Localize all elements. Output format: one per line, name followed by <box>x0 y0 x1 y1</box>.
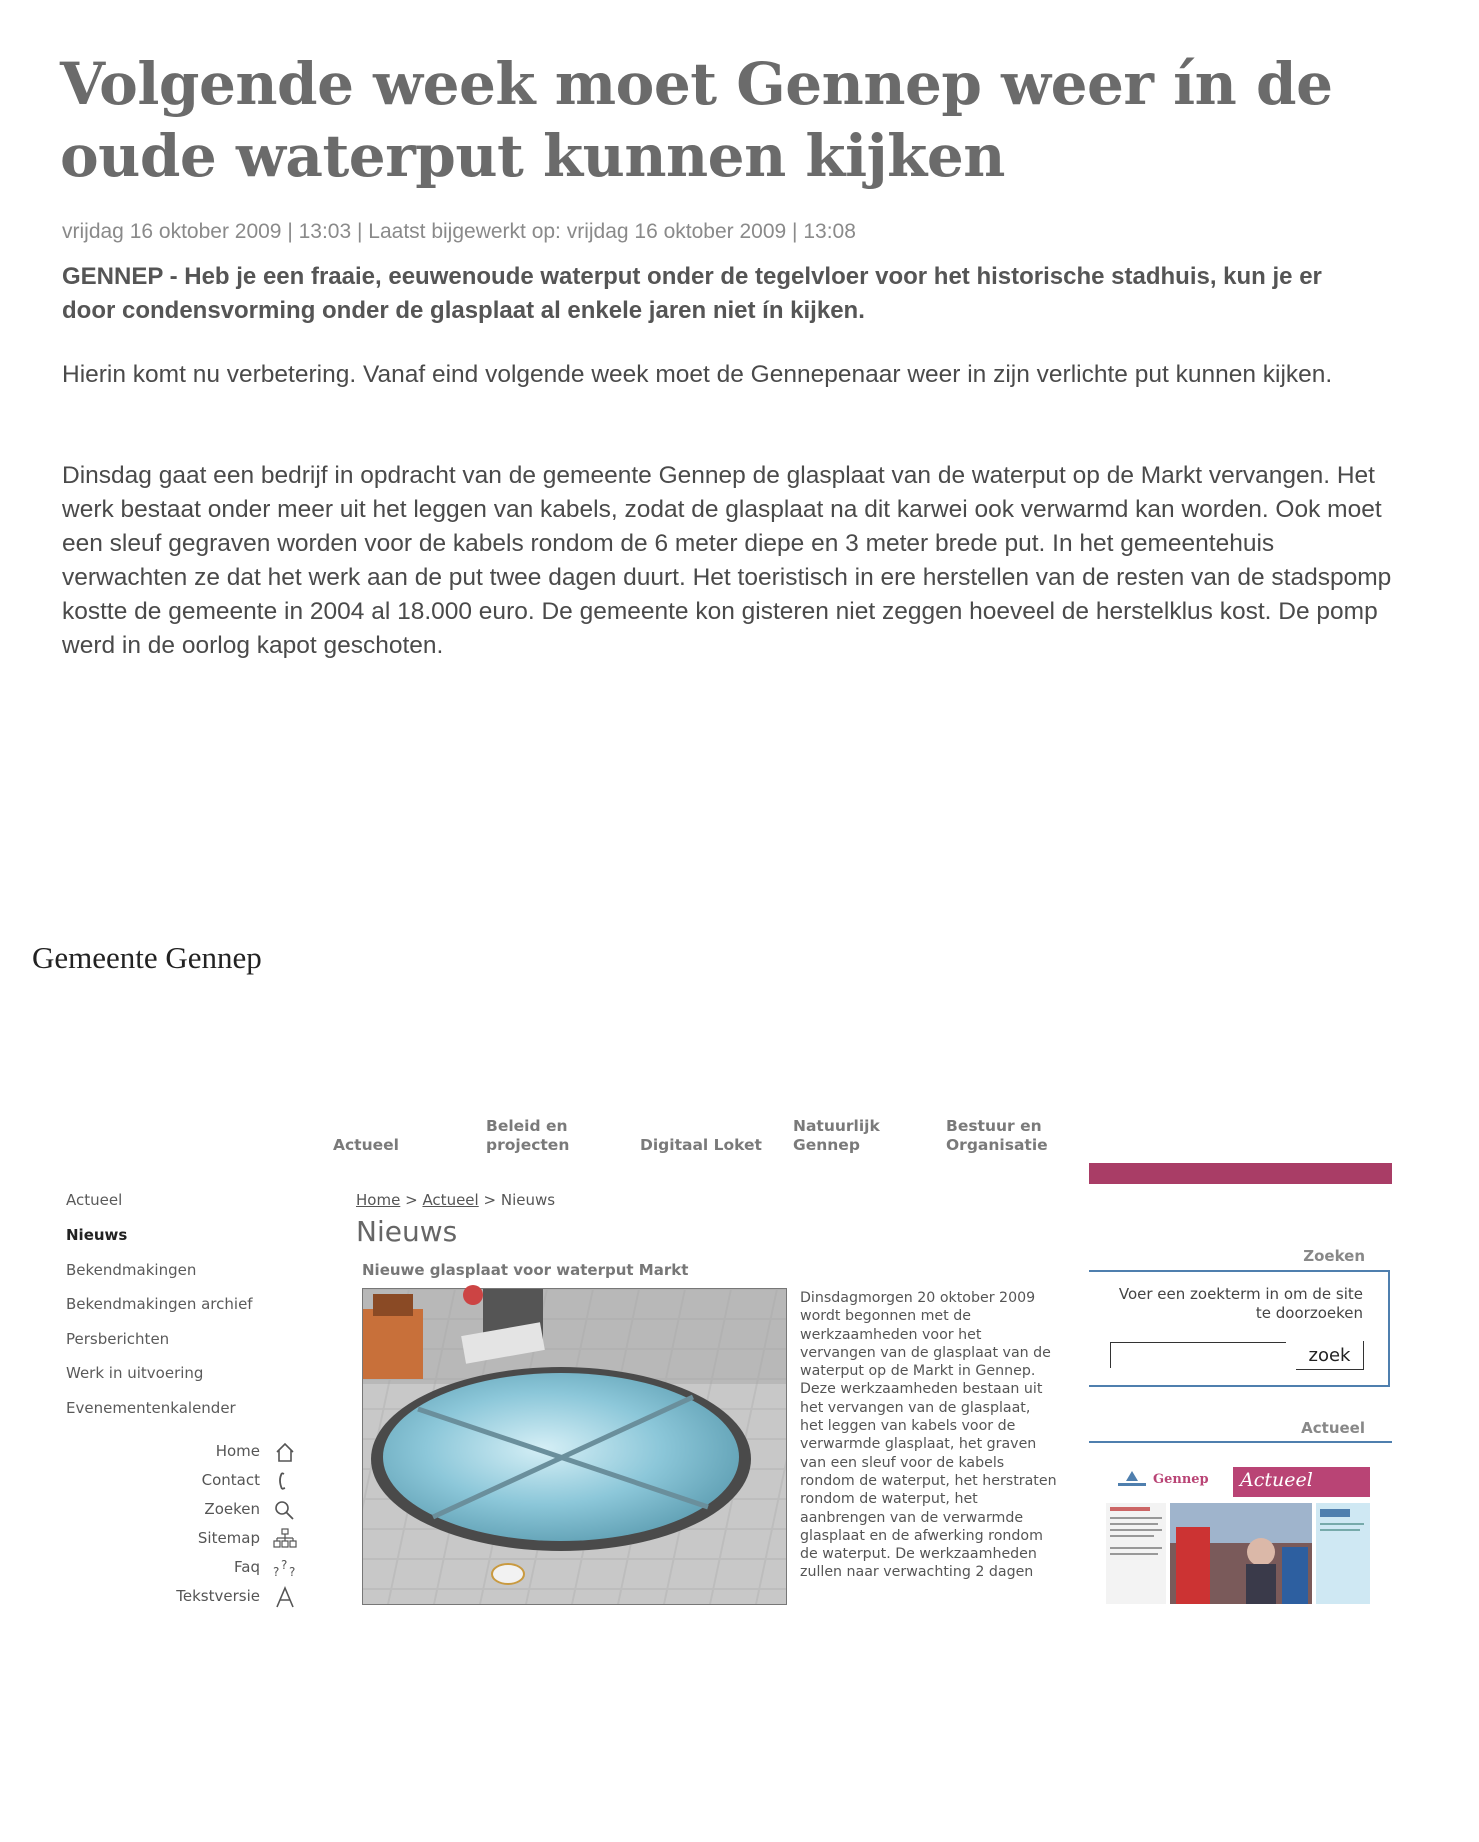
magnifier-icon[interactable] <box>272 1499 298 1521</box>
side-menu-werk-in-uitvoering[interactable]: Werk in uitvoering <box>66 1364 204 1382</box>
utility-link-contact[interactable]: Contact <box>201 1471 260 1489</box>
newsletter-title: Actueel <box>1240 1469 1313 1491</box>
nav-item-beleid-en-projecten[interactable]: Beleid en projecten <box>486 1117 570 1154</box>
question-icon[interactable] <box>272 1557 298 1579</box>
actueel-panel-rule <box>1089 1441 1392 1443</box>
svg-text:?: ? <box>281 1558 288 1572</box>
breadcrumb-home[interactable]: Home <box>356 1191 401 1209</box>
utility-link-sitemap[interactable]: Sitemap <box>197 1529 260 1547</box>
article-headline: Volgende week moet Gennep weer ín de oude waterput kunnen kijken <box>60 50 1333 190</box>
breadcrumb-current: Nieuws <box>500 1191 556 1209</box>
search-panel-heading: Zoeken <box>1303 1247 1365 1265</box>
svg-text:?: ? <box>289 1565 296 1579</box>
article-paragraph: Dinsdag gaat een bedrijf in opdracht van de gemeente Gennep de glasplaat van de waterput op de Markt vervangen. Het werk bestaat onder meer uit het leggen van kabels, zodat de glasplaat na dit karwei ook verwarmd kan worden. Ook moet een sleuf gegraven worden voor de kabels rondom de 6 meter diepe en 3 meter brede put. In het gemeentehuis verwachten ze dat het werk aan de put twee dagen duurt. Het toeristisch in ere herstellen van de resten van de stadspomp kostte de gemeente in 2004 al 18.000 euro. De gemeente kon gisteren niet zeggen hoeveel de herstelklus kost. De pomp werd in de oorlog kapot geschoten. <box>62 462 1392 659</box>
breadcrumb <box>356 1191 555 1209</box>
utility-link-zoeken[interactable]: Zoeken <box>204 1500 260 1518</box>
breadcrumb-separator: > <box>483 1191 497 1209</box>
actueel-panel-heading: Actueel <box>1301 1419 1365 1437</box>
search-button[interactable]: zoek <box>1296 1341 1364 1370</box>
side-menu-bekendmakingen[interactable]: Bekendmakingen <box>66 1261 197 1279</box>
side-menu-nieuws[interactable]: Nieuws <box>66 1226 128 1244</box>
text-version-icon[interactable] <box>272 1586 298 1608</box>
svg-text:?: ? <box>273 1565 280 1579</box>
utility-link-faq[interactable]: Faq <box>234 1558 260 1576</box>
side-menu-evenementenkalender[interactable]: Evenementenkalender <box>66 1399 236 1417</box>
nav-item-natuurlijk-gennep[interactable]: Natuurlijk Gennep <box>793 1117 880 1154</box>
article-dateline: vrijdag 16 oktober 2009 | 13:03 | Laatst bijgewerkt op: vrijdag 16 oktober 2009 | 13:08 <box>62 220 856 243</box>
breadcrumb-actueel[interactable]: Actueel <box>422 1191 479 1209</box>
phone-icon[interactable] <box>272 1470 298 1492</box>
article-lead: GENNEP - Heb je een fraaie, eeuwenoude waterput onder de tegelvloer voor het historische stadhuis, kun je er door condensvorming onder de glasplaat al enkele jaren niet ín kijken. <box>62 263 1322 324</box>
nav-item-digitaal-loket[interactable]: Digitaal Loket <box>640 1136 762 1154</box>
side-menu-actueel[interactable]: Actueel <box>66 1191 123 1209</box>
article-paragraph: Hierin komt nu verbetering. Vanaf eind volgende week moet de Gennepenaar weer in zijn verlichte put kunnen kijken. <box>62 361 1333 388</box>
utility-link-tekstversie[interactable]: Tekstversie <box>176 1587 260 1605</box>
news-item-body: Dinsdagmorgen 20 oktober 2009 wordt begonnen met de werkzaamheden voor het vervangen van de glasplaat van de waterput op de Markt in Gennep. Deze werkzaamheden bestaan uit het vervangen van de glasplaat, het leggen van kabels voor de verwarmde glasplaat, het graven van een sleuf voor de kabels rondom de waterput, het herstraten rondom de waterput, het aanbrengen van de verwarmde glasplaat en de afwerking rondom de waterput. De werkzaamheden zullen naar verwachting 2 dagen <box>800 1290 1057 1581</box>
utility-link-home[interactable]: Home <box>215 1442 260 1460</box>
waterput-photo <box>362 1288 787 1605</box>
side-menu-persberichten[interactable]: Persberichten <box>66 1330 170 1348</box>
newsletter-brand: Gennep <box>1153 1472 1209 1487</box>
sitemap-icon[interactable] <box>272 1528 298 1550</box>
breadcrumb-separator: > <box>405 1191 418 1209</box>
newsletter-thumbnail[interactable] <box>1106 1467 1370 1604</box>
search-input[interactable] <box>1110 1342 1286 1368</box>
home-icon[interactable] <box>272 1441 298 1463</box>
nav-item-bestuur-en-organisatie[interactable]: Bestuur en Organisatie <box>946 1117 1048 1154</box>
accent-bar <box>1089 1163 1392 1184</box>
page-title: Nieuws <box>356 1215 458 1248</box>
newsletter-cover-image <box>1106 1467 1370 1604</box>
site-title: Gemeente Gennep <box>32 940 262 975</box>
search-hint: Voer een zoekterm in om de site te doorzoeken <box>1118 1285 1363 1322</box>
nav-item-actueel[interactable]: Actueel <box>333 1136 399 1154</box>
news-item-title: Nieuwe glasplaat voor waterput Markt <box>362 1261 689 1279</box>
side-menu-bekendmakingen-archief[interactable]: Bekendmakingen archief <box>66 1295 253 1313</box>
